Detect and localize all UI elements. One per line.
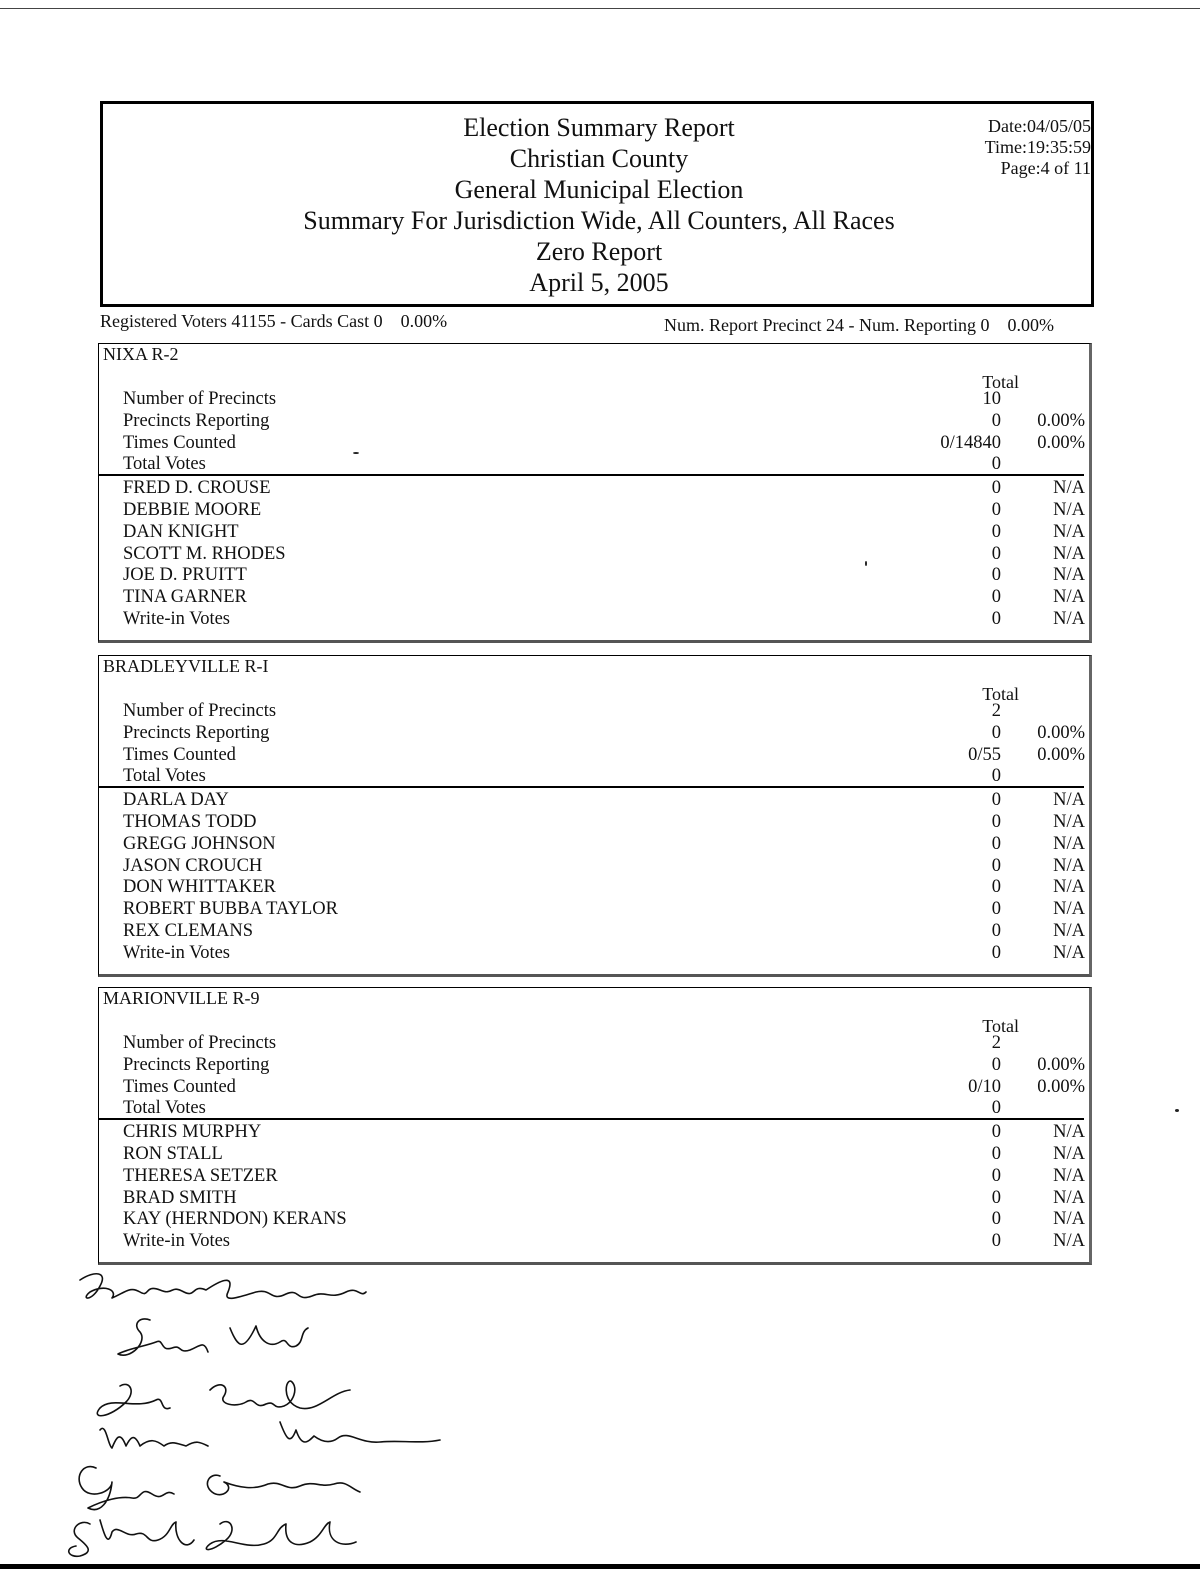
- stat-label: Times Counted: [123, 744, 236, 765]
- candidate-row: [99, 499, 1089, 521]
- candidate-separator: [99, 786, 1084, 788]
- candidate-votes: 0: [991, 833, 1001, 854]
- candidate-percent: N/A: [1053, 942, 1085, 963]
- candidate-row: [99, 811, 1089, 833]
- stat-row: [99, 1054, 1089, 1076]
- stat-value: 0: [991, 1098, 1001, 1119]
- stat-percent: 0.00%: [1037, 1076, 1085, 1097]
- precinct-reporting-summary: Num. Report Precinct 24 - Num. Reporting 0 0.00%: [664, 315, 1054, 335]
- stat-label: Precincts Reporting: [123, 722, 270, 743]
- candidate-row: [99, 942, 1089, 964]
- candidate-percent: N/A: [1053, 812, 1085, 832]
- candidate-row: [99, 477, 1089, 499]
- race-title: MARIONVILLE R-9: [103, 988, 260, 1008]
- candidate-name: KAY (HERNDON) KERANS: [123, 1209, 347, 1230]
- candidate-percent: N/A: [1053, 521, 1085, 542]
- candidate-percent: N/A: [1053, 899, 1085, 920]
- stat-value: 0/14840: [940, 432, 1001, 453]
- scan-speck: [1175, 1109, 1179, 1112]
- stat-percent: 0.00%: [1037, 410, 1085, 431]
- candidate-percent: N/A: [1053, 877, 1085, 898]
- stat-label: Number of Precincts: [123, 701, 277, 721]
- signature-6: [69, 1520, 356, 1556]
- candidate-votes: 0: [991, 1209, 1001, 1230]
- scan-speck: [865, 561, 867, 566]
- stat-label: Precincts Reporting: [123, 1054, 270, 1075]
- total-column-header: Total: [982, 372, 1019, 392]
- stat-label: Times Counted: [123, 432, 236, 453]
- stat-row: [99, 722, 1089, 744]
- candidate-votes: 0: [991, 521, 1001, 542]
- stat-label: Total Votes: [123, 766, 206, 787]
- candidate-votes: 0: [991, 1165, 1001, 1186]
- candidate-percent: N/A: [1053, 1187, 1085, 1208]
- race-title: BRADLEYVILLE R-I: [103, 656, 269, 676]
- candidate-percent: N/A: [1053, 1144, 1085, 1164]
- signatures-area: [60, 1262, 460, 1562]
- stat-row: [99, 744, 1089, 766]
- stat-row: [99, 1097, 1089, 1119]
- signature-2: [118, 1319, 308, 1355]
- summary-scope: Summary For Jurisdiction Wide, All Counters, All Races: [303, 206, 895, 235]
- candidate-percent: N/A: [1053, 587, 1085, 608]
- candidate-name: Write-in Votes: [123, 609, 230, 629]
- candidate-row: [99, 608, 1089, 630]
- candidate-row: [99, 1187, 1089, 1209]
- signature-4: [100, 1422, 440, 1448]
- stat-label: Number of Precincts: [123, 389, 277, 409]
- stat-value: 0: [991, 722, 1001, 743]
- scan-speck: [353, 452, 359, 454]
- handwritten-signatures: [60, 1262, 460, 1562]
- candidate-votes: 0: [991, 921, 1001, 941]
- candidate-votes: 0: [991, 609, 1001, 629]
- stat-row: [99, 1076, 1089, 1098]
- candidate-votes: 0: [991, 1231, 1001, 1252]
- stat-value: 2: [991, 701, 1001, 721]
- candidate-percent: N/A: [1053, 833, 1085, 854]
- candidate-name: TINA GARNER: [123, 587, 247, 608]
- candidate-row: [99, 920, 1089, 942]
- candidate-name: Write-in Votes: [123, 942, 230, 963]
- stat-value: 0/55: [968, 744, 1001, 765]
- candidate-name: DON WHITTAKER: [123, 877, 276, 898]
- candidate-votes: 0: [991, 812, 1001, 832]
- candidate-votes: 0: [991, 478, 1001, 499]
- stat-percent: 0.00%: [1037, 722, 1085, 743]
- candidate-row: [99, 521, 1089, 543]
- stat-value: 0/10: [968, 1076, 1001, 1097]
- candidate-votes: 0: [991, 587, 1001, 608]
- candidate-name: THOMAS TODD: [123, 812, 257, 832]
- candidate-row: [99, 876, 1089, 898]
- stat-row: [99, 700, 1089, 722]
- candidate-votes: 0: [991, 790, 1001, 811]
- report-header-box: [100, 101, 1094, 307]
- stat-value: 0: [991, 766, 1001, 787]
- election-name: General Municipal Election: [454, 175, 744, 204]
- candidate-name: RON STALL: [123, 1144, 223, 1164]
- candidate-row: [99, 855, 1089, 877]
- stat-label: Number of Precincts: [123, 1033, 277, 1053]
- candidate-name: BRAD SMITH: [123, 1187, 237, 1208]
- stat-label: Precincts Reporting: [123, 410, 270, 431]
- county-name: Christian County: [509, 144, 689, 173]
- candidate-row: [99, 1230, 1089, 1252]
- stat-label: Total Votes: [123, 454, 206, 475]
- candidate-row: [99, 543, 1089, 565]
- report-type: Zero Report: [535, 237, 663, 266]
- candidate-row: [99, 1143, 1089, 1165]
- candidate-name: Write-in Votes: [123, 1231, 230, 1252]
- candidate-name: ROBERT BUBBA TAYLOR: [123, 899, 339, 920]
- top-edge-line: [0, 8, 1200, 9]
- stat-percent: 0.00%: [1037, 432, 1085, 453]
- candidate-percent: N/A: [1053, 609, 1085, 629]
- stat-row: [99, 410, 1089, 432]
- candidate-votes: 0: [991, 1144, 1001, 1164]
- stat-value: 0: [991, 454, 1001, 475]
- candidate-row: [99, 789, 1089, 811]
- report-page: Page:4 of 11: [1000, 158, 1091, 178]
- candidate-votes: 0: [991, 500, 1001, 520]
- candidate-name: FRED D. CROUSE: [123, 478, 271, 499]
- stat-row: [99, 388, 1089, 410]
- report-time: Time:19:35:59: [984, 137, 1091, 157]
- candidate-name: THERESA SETZER: [123, 1165, 278, 1186]
- stat-row: [99, 765, 1089, 787]
- candidate-votes: 0: [991, 899, 1001, 920]
- candidate-percent: N/A: [1053, 1165, 1085, 1186]
- candidate-percent: N/A: [1053, 921, 1085, 941]
- candidate-name: DAN KNIGHT: [123, 521, 239, 542]
- candidate-votes: 0: [991, 1187, 1001, 1208]
- candidate-separator: [99, 1118, 1084, 1120]
- candidate-row: [99, 1121, 1089, 1143]
- signature-1: [80, 1274, 366, 1299]
- report-title-block: [253, 112, 945, 298]
- candidate-percent: N/A: [1053, 565, 1085, 586]
- total-column-header: Total: [982, 1016, 1019, 1036]
- signature-3: [97, 1381, 350, 1416]
- stat-row: [99, 1032, 1089, 1054]
- race-title: NIXA R-2: [103, 344, 179, 364]
- candidate-row: [99, 586, 1089, 608]
- race-box: [98, 655, 1092, 977]
- registered-voters-summary: Registered Voters 41155 - Cards Cast 0 0.00%: [100, 311, 448, 331]
- candidate-name: DEBBIE MOORE: [123, 500, 262, 520]
- bottom-edge-line: [0, 1564, 1200, 1569]
- candidate-percent: N/A: [1053, 855, 1085, 876]
- report-meta: [985, 116, 1091, 179]
- report-date: Date:04/05/05: [988, 116, 1091, 136]
- stat-label: Times Counted: [123, 1076, 236, 1097]
- candidate-name: SCOTT M. RHODES: [123, 543, 286, 564]
- candidate-percent: N/A: [1053, 1209, 1085, 1230]
- candidate-row: [99, 564, 1089, 586]
- candidate-name: CHRIS MURPHY: [123, 1122, 262, 1143]
- signature-5: [79, 1467, 360, 1510]
- candidate-percent: N/A: [1053, 500, 1085, 520]
- candidate-row: [99, 833, 1089, 855]
- candidate-separator: [99, 474, 1084, 476]
- candidate-votes: 0: [991, 543, 1001, 564]
- race-box: [98, 343, 1092, 643]
- stat-value: 0: [991, 1054, 1001, 1075]
- candidate-percent: N/A: [1053, 478, 1085, 499]
- candidate-row: [99, 1208, 1089, 1230]
- candidate-name: REX CLEMANS: [123, 921, 254, 941]
- candidate-row: [99, 1165, 1089, 1187]
- stat-label: Total Votes: [123, 1098, 206, 1119]
- candidate-votes: 0: [991, 942, 1001, 963]
- candidate-percent: N/A: [1053, 1231, 1085, 1252]
- election-date: April 5, 2005: [529, 268, 669, 297]
- candidate-name: DARLA DAY: [123, 790, 229, 811]
- stat-percent: 0.00%: [1037, 744, 1085, 765]
- candidate-name: JOE D. PRUITT: [123, 565, 247, 586]
- candidate-name: GREGG JOHNSON: [123, 833, 276, 854]
- candidate-votes: 0: [991, 855, 1001, 876]
- stat-value: 2: [991, 1033, 1001, 1053]
- stat-value: 0: [991, 410, 1001, 431]
- total-column-header: Total: [982, 684, 1019, 704]
- stat-value: 10: [982, 389, 1001, 409]
- report-title: Election Summary Report: [463, 113, 735, 142]
- candidate-percent: N/A: [1053, 543, 1085, 564]
- candidate-votes: 0: [991, 1122, 1001, 1143]
- candidate-percent: N/A: [1053, 790, 1085, 811]
- stat-percent: 0.00%: [1037, 1054, 1085, 1075]
- stat-row: [99, 453, 1089, 475]
- candidate-votes: 0: [991, 565, 1001, 586]
- candidate-name: JASON CROUCH: [123, 855, 263, 876]
- candidate-row: [99, 898, 1089, 920]
- candidate-votes: 0: [991, 877, 1001, 898]
- candidate-percent: N/A: [1053, 1122, 1085, 1143]
- race-box: [98, 987, 1092, 1265]
- stat-row: [99, 432, 1089, 454]
